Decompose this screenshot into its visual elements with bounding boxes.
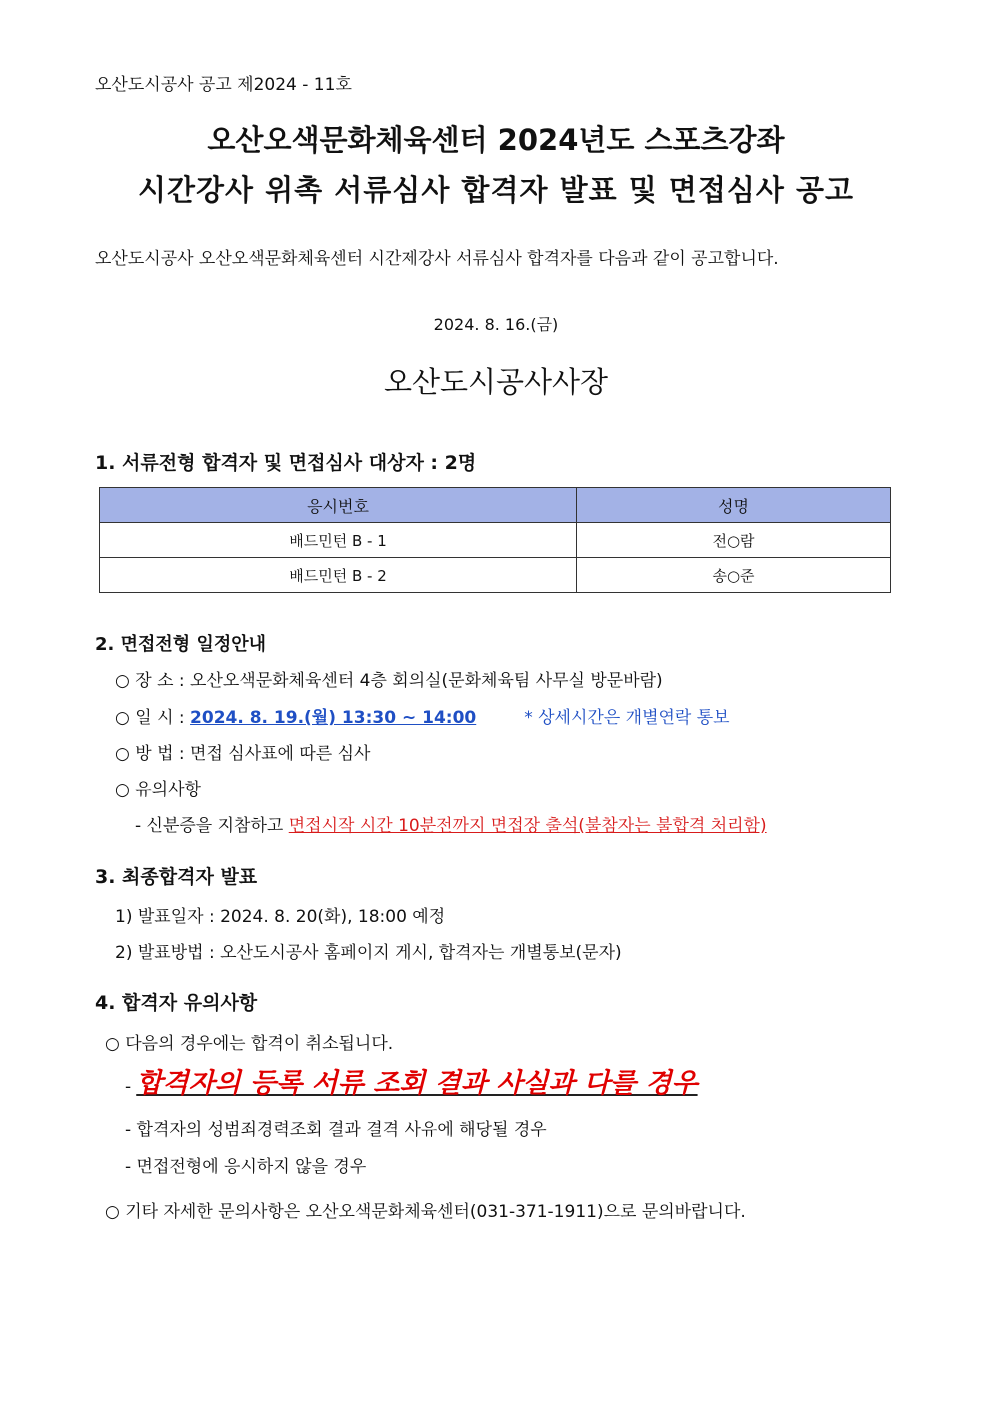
section1-heading: 1. 서류전형 합격자 및 면접심사 대상자 : 2명 (95, 452, 477, 474)
interview-time-note: * 상세시간은 개별연락 통보 (524, 708, 730, 728)
section2-heading: 2. 면접전형 일정안내 (95, 634, 266, 655)
applicant-id: 배드민턴 B - 2 (100, 558, 577, 593)
cancel-intro: ○ 다음의 경우에는 합격이 취소됩니다. (105, 1034, 394, 1054)
notice-date: 2024. 8. 16.(금) (433, 315, 559, 334)
interview-time-value: 2024. 8. 19.(월) 13:30 ~ 14:00 (190, 708, 477, 728)
section3-heading: 3. 최종합격자 발표 (95, 866, 258, 888)
intro-text: 오산도시공사 오산오색문화체육센터 시간제강사 서류심사 합격자를 다음과 같이 공고합니다. (95, 249, 779, 269)
column-header-id: 응시번호 (100, 488, 577, 523)
column-header-name: 성명 (577, 488, 891, 523)
cancel-case-3: - 면접전형에 응시하지 않을 경우 (125, 1157, 367, 1177)
applicant-name: 송○준 (577, 558, 891, 593)
notice-number: 오산도시공사 공고 제2024 - 11호 (95, 75, 352, 95)
cancel-case-1-text: 합격자의 등록 서류 조회 결과 사실과 다를 경우 (136, 1068, 698, 1099)
result-table (99, 487, 891, 593)
announce-method: 2) 발표방법 : 오산도시공사 홈페이지 게시, 합격자는 개별통보(문자) (115, 943, 622, 963)
caution-detail-highlight: 면접시작 시간 10분전까지 면접장 출석(불참자는 불합격 처리함) (288, 816, 767, 836)
section4-heading: 4. 합격자 유의사항 (95, 992, 258, 1014)
applicant-id: 배드민턴 B - 1 (100, 523, 577, 558)
title-line-2: 시간강사 위촉 서류심사 합격자 발표 및 면접심사 공고 (138, 173, 854, 207)
caution-detail-prefix: - 신분증을 지참하고 (135, 816, 289, 836)
table-header-row (100, 488, 891, 523)
contact-info: ○ 기타 자세한 문의사항은 오산오색문화체육센터(031-371-1911)으로 문의바랍니다. (105, 1202, 746, 1222)
table-row (100, 558, 891, 593)
applicant-name: 전○람 (577, 523, 891, 558)
cancel-case-1 (125, 1061, 698, 1100)
cancel-case-2: - 합격자의 성범죄경력조회 결과 결격 사유에 해당될 경우 (125, 1120, 547, 1140)
interview-place: ○ 장 소 : 오산오색문화체육센터 4층 회의실(문화체육팀 사무실 방문바람) (115, 671, 663, 691)
caution-heading: ○ 유의사항 (115, 780, 201, 800)
issuer: 오산도시공사사장 (383, 365, 609, 399)
interview-method: ○ 방 법 : 면접 심사표에 따른 심사 (115, 744, 371, 764)
title-line-1: 오산오색문화체육센터 2024년도 스포츠강좌 (207, 123, 785, 157)
interview-time (115, 703, 730, 728)
cancel-case-1-dash: - (125, 1077, 132, 1097)
announce-date: 1) 발표일자 : 2024. 8. 20(화), 18:00 예정 (115, 907, 446, 927)
interview-time-label: ○ 일 시 : (115, 708, 191, 728)
table-row (100, 523, 891, 558)
caution-detail (135, 811, 767, 836)
